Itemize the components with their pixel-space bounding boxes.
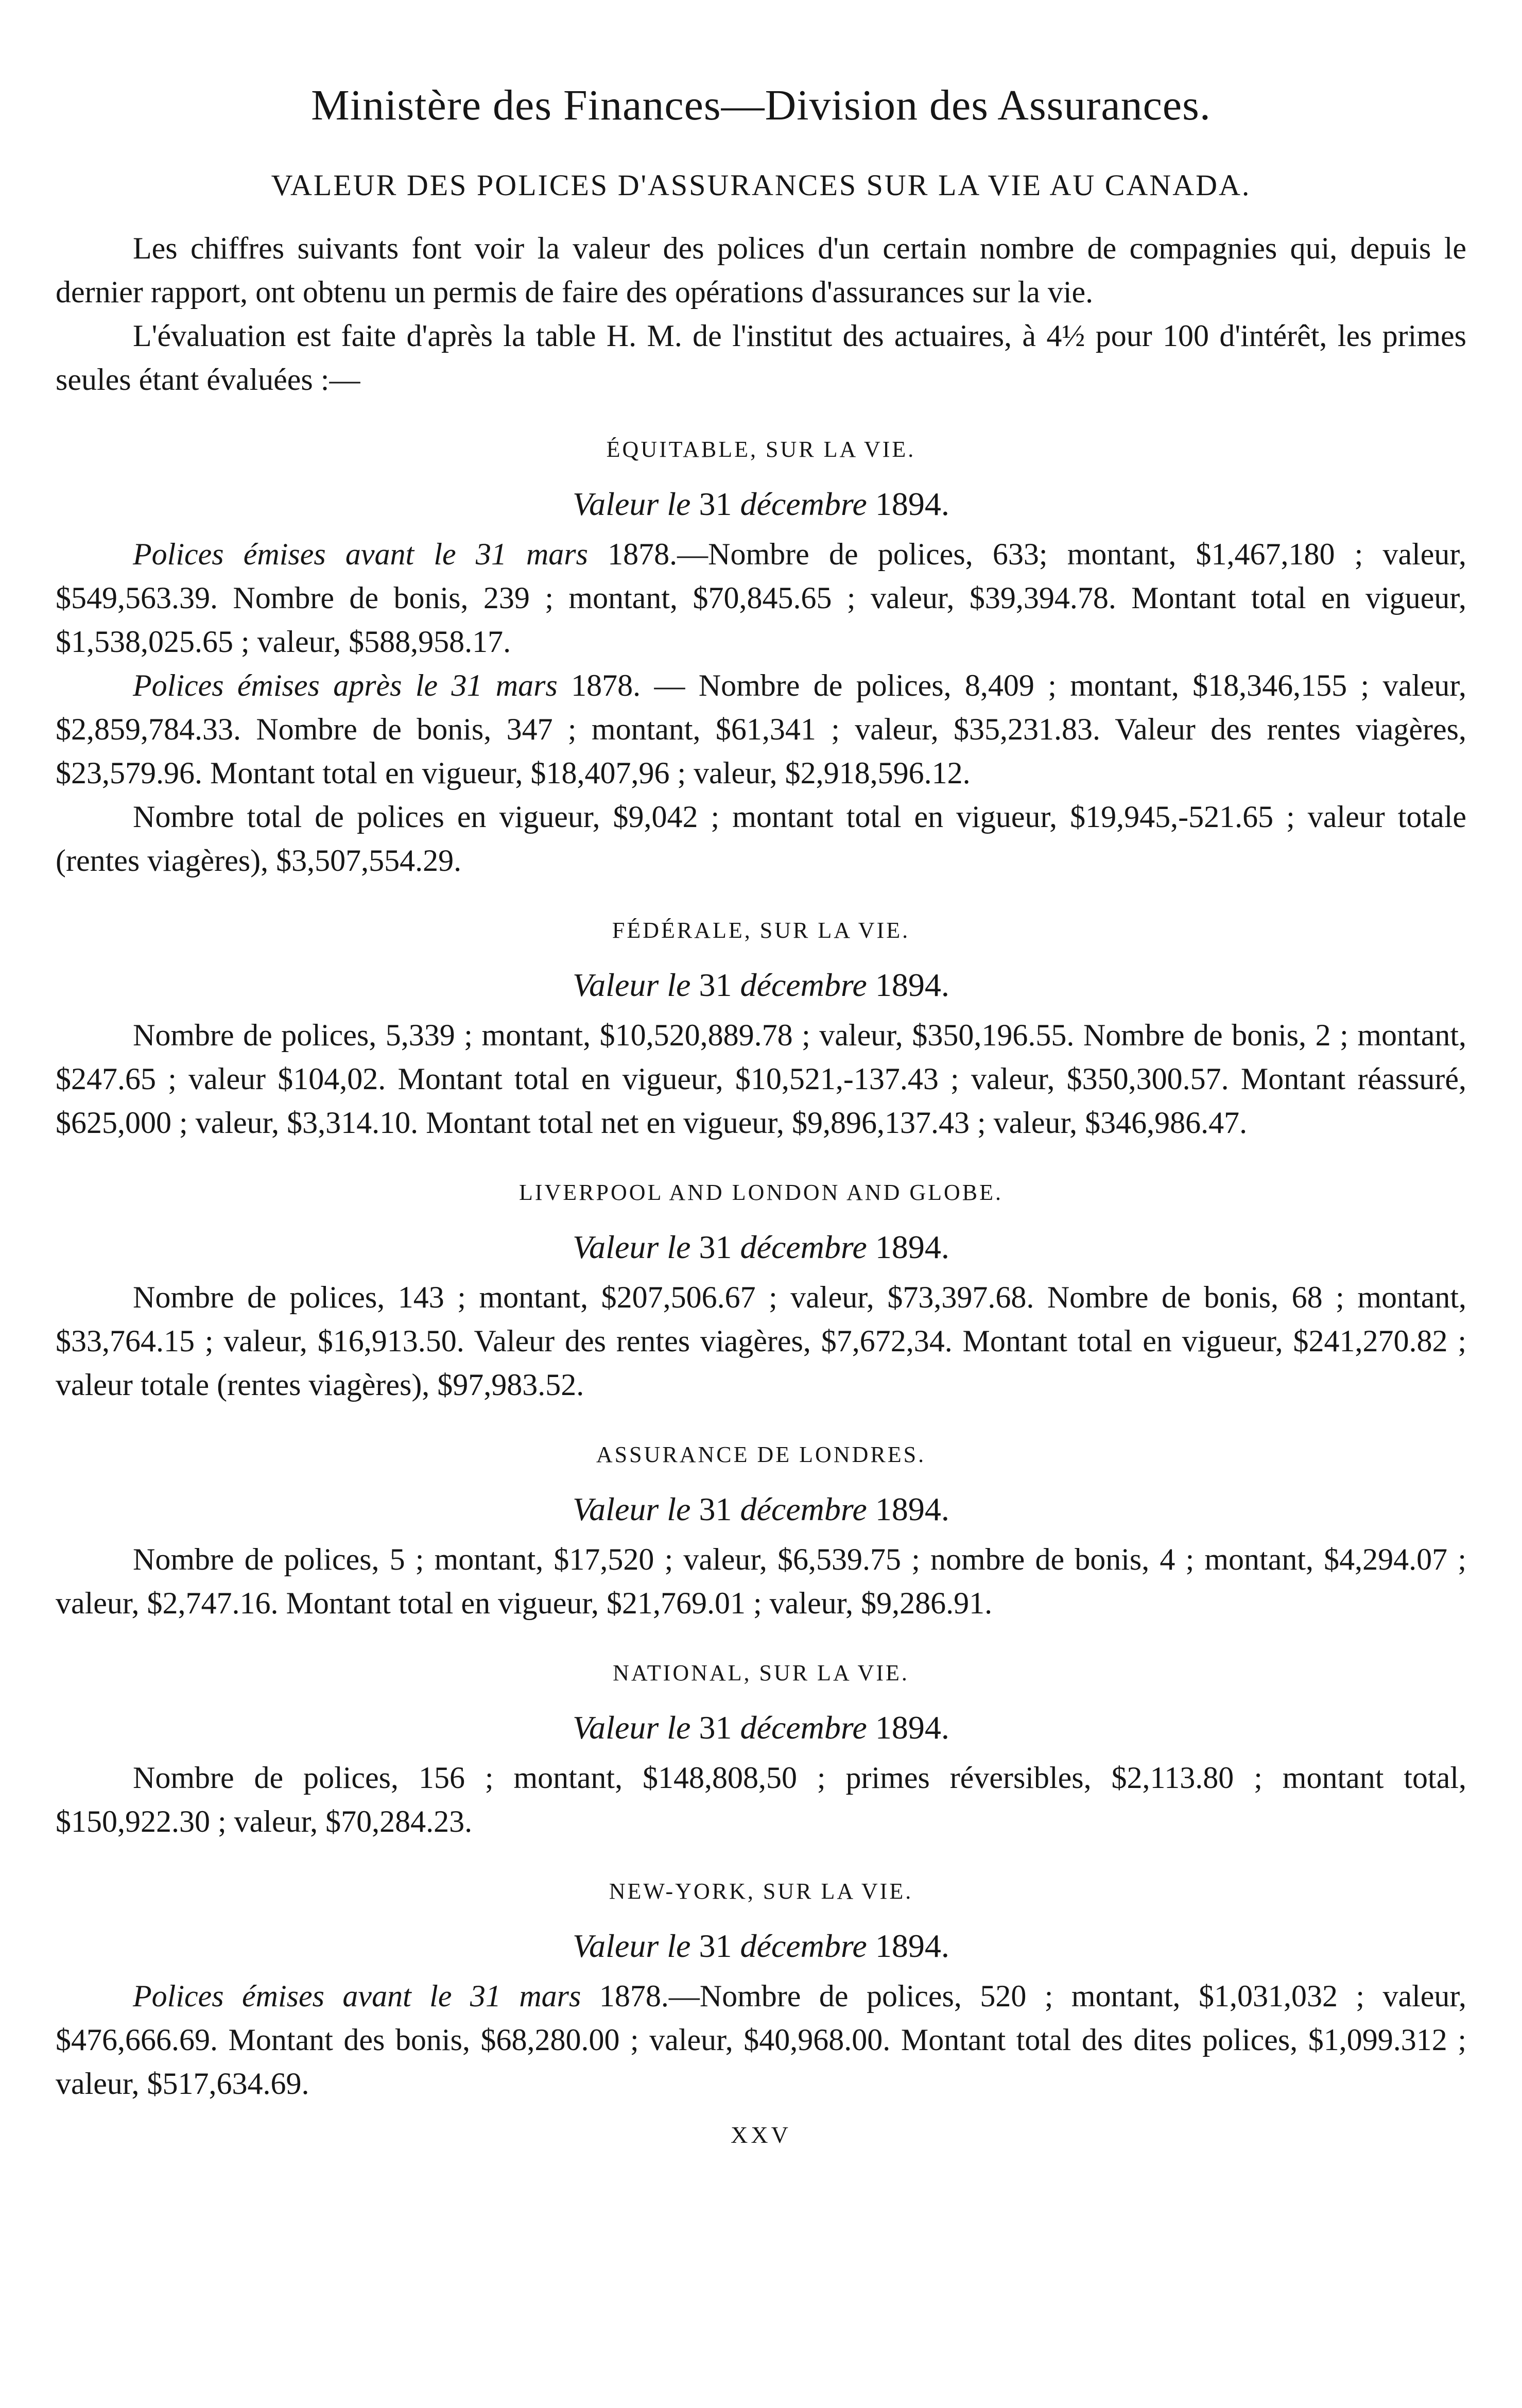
running-head: Ministère des Finances—Division des Assurances. [311,81,1211,129]
section-heading: LIVERPOOL AND LONDON AND GLOBE. [519,1180,1003,1205]
section-paragraph: Nombre de polices, 5 ; montant, $17,520 ; valeur, $6,539.75 ; nombre de bonis, 4 ; montant, $4,294.07 ; valeur, $2,747.16. Montant total en vigueur, $21,769.01 ; valeur, $9,286.91. [56,1542,1466,1620]
valuation-date: Valeur le 31 décembre 1894. [573,1709,949,1746]
section-paragraph: Nombre de polices, 156 ; montant, $148,808,50 ; primes réversibles, $2,113.80 ; montant total, $150,922.30 ; valeur, $70,284.23. [56,1761,1466,1838]
document-page [56,77,1466,2148]
valuation-date: Valeur le 31 décembre 1894. [573,1928,949,1964]
intro-paragraph-2: L'évaluation est faite d'après la table H. M. de l'institut des actuaires, à 4½ pour 100 d'intérêt, les primes seules étant évaluées :— [56,319,1466,397]
section-federale [56,913,1466,1145]
section-heading: NATIONAL, SUR LA VIE. [613,1660,909,1685]
page-number: XXV [731,2122,791,2148]
valuation-date: Valeur le 31 décembre 1894. [573,486,949,522]
section-heading: NEW-YORK, SUR LA VIE. [609,1879,913,1904]
section-paragraph: Polices émises avant le 31 mars 1878.—Nombre de polices, 633; montant, $1,467,180 ; valeur, $549,563.39. Nombre de bonis, 239 ; montant, $70,845.65 ; valeur, $39,394.78. Montant total en vigueur, $1,538,025.65 ; valeur, $588,958.17. [56,537,1466,659]
section-paragraph: Polices émises après le 31 mars 1878. — Nombre de polices, 8,409 ; montant, $18,346,155 ; valeur, $2,859,784.33. Nombre de bonis, 347 ; montant, $61,341 ; valeur, $35,231.83. Valeur des rentes viagères, $23,579.96. Montant total en vigueur, $18,407,96 ; valeur, $2,918,596.12. [56,668,1466,790]
section-equitable [56,432,1466,883]
section-paragraph: Polices émises avant le 31 mars 1878.—Nombre de polices, 520 ; montant, $1,031,032 ; valeur, $476,666.69. Montant des bonis, $68,280.00 ; valeur, $40,968.00. Montant total des dites polices, $1,099.312 ; valeur, $517,634.69. [56,1979,1467,2101]
section-assurance-de-londres [56,1437,1466,1625]
intro-paragraph-1: Les chiffres suivants font voir la valeur des polices d'un certain nombre de compagnies qui, depuis le dernier rapport, ont obtenu un permis de faire des opérations d'assurances sur la vie. [56,231,1466,309]
section-heading: FÉDÉRALE, SUR LA VIE. [612,918,910,943]
section-liverpool-london-globe [56,1175,1466,1407]
section-paragraph: Nombre de polices, 5,339 ; montant, $10,520,889.78 ; valeur, $350,196.55. Nombre de bonis, 2 ; montant, $247.65 ; valeur $104,02. Montant total en vigueur, $10,521,-137.43 ; valeur, $350,300.57. Montant réassuré, $625,000 ; valeur, $3,314.10. Montant total net en vigueur, $9,896,137.43 ; valeur, $346,986.47. [56,1018,1466,1140]
section-paragraph: Nombre total de polices en vigueur, $9,042 ; montant total en vigueur, $19,945,-521.65 ; valeur totale (rentes viagères), $3,507,554.29. [56,800,1466,878]
section-national [56,1655,1466,1844]
valuation-date: Valeur le 31 décembre 1894. [573,1491,949,1527]
valuation-date: Valeur le 31 décembre 1894. [573,967,949,1003]
document-title: VALEUR DES POLICES D'ASSURANCES SUR LA VIE AU CANADA. [271,168,1251,202]
section-heading: ÉQUITABLE, SUR LA VIE. [606,437,916,462]
section-heading: ASSURANCE DE LONDRES. [596,1442,926,1467]
section-paragraph: Nombre de polices, 143 ; montant, $207,506.67 ; valeur, $73,397.68. Nombre de bonis, 68 ; montant, $33,764.15 ; valeur, $16,913.50. Valeur des rentes viagères, $7,672,34. Montant total en vigueur, $241,270.82 ; valeur totale (rentes viagères), $97,983.52. [56,1280,1466,1402]
valuation-date: Valeur le 31 décembre 1894. [573,1229,949,1265]
section-new-york [56,1873,1466,2106]
